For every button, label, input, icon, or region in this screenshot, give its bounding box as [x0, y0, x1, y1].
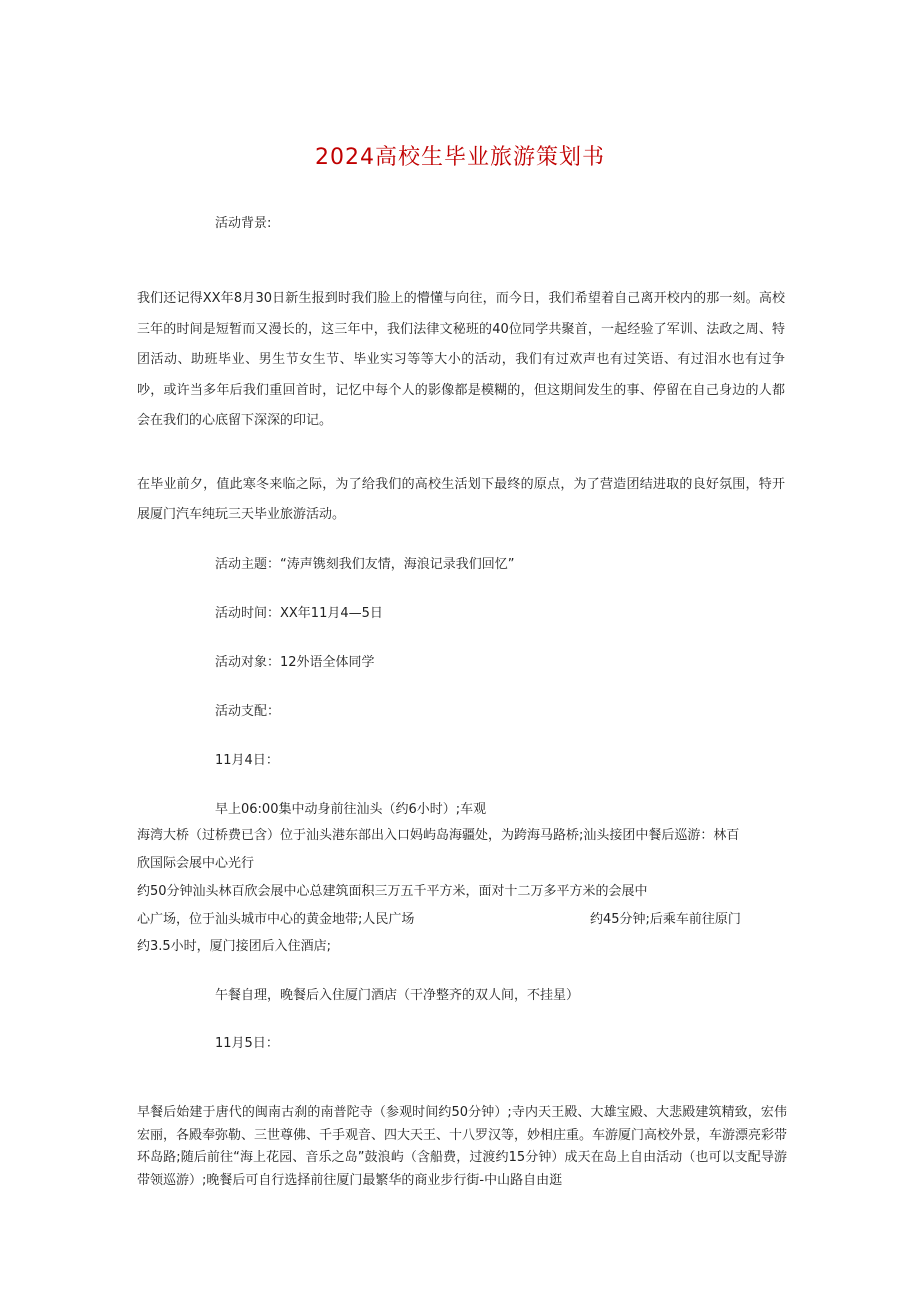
day1-line: 约50分钟汕头林百欣会展中心总建筑面积三万五千平方米，面对十二万多平方米的会展中 — [137, 884, 648, 899]
background-heading: 活动背景: — [215, 216, 272, 231]
day1-line: 早上06:00集中动身前往汕头（约6小时）;车观 — [215, 802, 487, 817]
day1-line: 海湾大桥（过桥费已含）位于汕头港东部出入口妈屿岛海疆处，为跨海马路桥;汕头接团中餐后巡游：林百 — [137, 828, 740, 843]
activity-target: 活动对象：12外语全体同学 — [215, 655, 375, 670]
activity-theme: 活动主题：“涛声镌刻我们友情，海浪记录我们回忆” — [215, 557, 515, 572]
day1-line: 约3.5小时，厦门接团后入住酒店; — [137, 939, 332, 954]
activity-time: 活动时间：XX年11月4—5日 — [215, 606, 383, 621]
day1-line: 心广场，位于汕头城市中心的黄金地带;人民广场 — [137, 912, 415, 927]
day1-note: 午餐自理，晚餐后入住厦门酒店（干净整齐的双人间，不挂星） — [215, 988, 580, 1003]
day2-heading: 11月5日： — [215, 1036, 279, 1051]
day1-heading: 11月4日： — [215, 753, 279, 768]
day1-line: 约45分钟;后乘车前往原门 — [590, 912, 741, 927]
background-paragraph: 我们还记得XX年8月30日新生报到时我们脸上的懵懂与向往，而今日，我们希望着自己离开校内的那一刻。高校三年的时间是短暂而又漫长的，这三年中，我们法律文秘班的40位同学共聚首，一起经验了军训、法政之周、特团活动、助班毕业、男生节女生节、毕业实习等等大小的活动，我们有过欢声也有过笑语、有过泪水也有过争吵，或许当多年后我们重回首时，记忆中每个人的影像都是模糊的，但这期间发生的事、停留在自己身边的人都会在我们的心底留下深深的印记。 — [137, 291, 785, 428]
document-title: 2024高校生毕业旅游策划书 — [315, 145, 605, 170]
activity-arrangement: 活动支配： — [215, 704, 281, 719]
day1-line: 欣国际会展中心光行 — [137, 856, 255, 871]
purpose-paragraph: 在毕业前夕，值此寒冬来临之际，为了给我们的高校生活划下最终的原点，为了营造团结进取的良好氛围，特开展厦门汽车纯玩三天毕业旅游活动。 — [137, 477, 785, 522]
day2-paragraph: 早餐后始建于唐代的闽南古刹的南普陀寺（参观时间约50分钟）;寺内天王殿、大雄宝殿、大悲殿建筑精致，宏伟宏丽，各殿奉弥勒、三世尊佛、千手观音、四大天王、十八罗汉等，妙相庄重。车游厦门高校外景，车游漂亮彩带环岛路;随后前往“海上花园、音乐之岛”鼓浪屿（含船费，过渡约15分钟）成天在岛上自由活动（也可以支配导游带领巡游）;晚餐后可自行选择前往厦门最繁华的商业步行街-中山路自由逛 — [137, 1105, 788, 1188]
